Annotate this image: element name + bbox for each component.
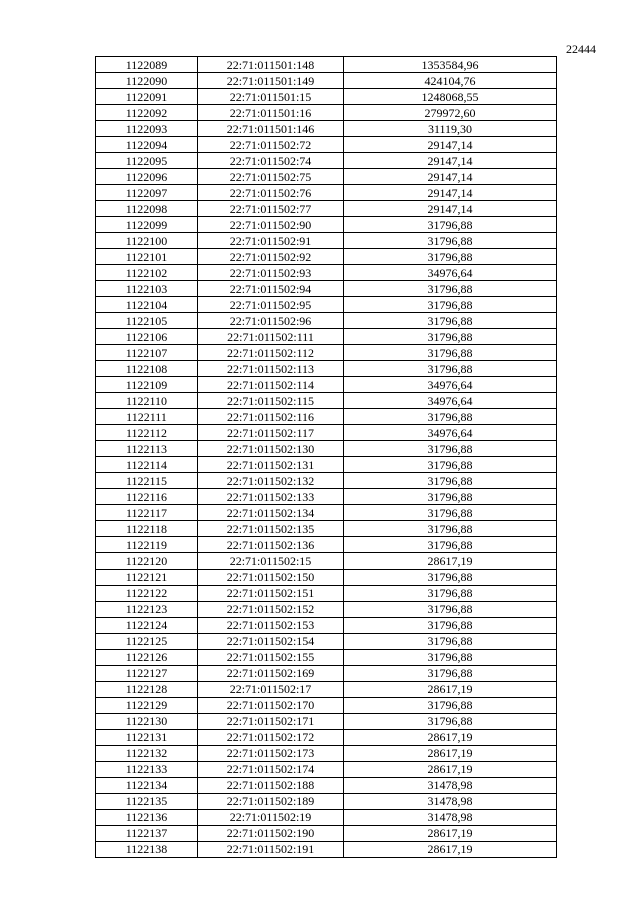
table-row bbox=[96, 89, 557, 105]
cadastral-number-cell: 22:71:011502:134 bbox=[198, 505, 344, 521]
table-row bbox=[96, 409, 557, 425]
record-number-cell: 1122130 bbox=[96, 713, 198, 729]
record-number-cell: 1122110 bbox=[96, 393, 198, 409]
table-row bbox=[96, 809, 557, 825]
cadastral-number-cell: 22:71:011502:77 bbox=[198, 201, 344, 217]
cadastral-number-cell: 22:71:011502:191 bbox=[198, 841, 344, 857]
value-cell: 1248068,55 bbox=[344, 89, 557, 105]
value-cell: 31796,88 bbox=[344, 649, 557, 665]
table-row bbox=[96, 425, 557, 441]
record-number-cell: 1122093 bbox=[96, 121, 198, 137]
table-row bbox=[96, 57, 557, 73]
cadastral-number-cell: 22:71:011502:114 bbox=[198, 377, 344, 393]
table-row bbox=[96, 281, 557, 297]
value-cell: 31796,88 bbox=[344, 617, 557, 633]
table-row bbox=[96, 633, 557, 649]
record-number-cell: 1122095 bbox=[96, 153, 198, 169]
table-row bbox=[96, 361, 557, 377]
page-number: 22444 bbox=[566, 42, 596, 56]
table-row bbox=[96, 105, 557, 121]
record-number-cell: 1122091 bbox=[96, 89, 198, 105]
table-row bbox=[96, 569, 557, 585]
table-row bbox=[96, 153, 557, 169]
record-number-cell: 1122111 bbox=[96, 409, 198, 425]
table-row bbox=[96, 793, 557, 809]
table-row bbox=[96, 505, 557, 521]
record-number-cell: 1122131 bbox=[96, 729, 198, 745]
value-cell: 31796,88 bbox=[344, 633, 557, 649]
table-row bbox=[96, 841, 557, 857]
value-cell: 31796,88 bbox=[344, 217, 557, 233]
table-row bbox=[96, 585, 557, 601]
record-number-cell: 1122136 bbox=[96, 809, 198, 825]
record-number-cell: 1122100 bbox=[96, 233, 198, 249]
value-cell: 29147,14 bbox=[344, 153, 557, 169]
record-number-cell: 1122126 bbox=[96, 649, 198, 665]
cadastral-number-cell: 22:71:011502:188 bbox=[198, 777, 344, 793]
registry-table-body bbox=[96, 57, 557, 858]
record-number-cell: 1122092 bbox=[96, 105, 198, 121]
cadastral-number-cell: 22:71:011502:133 bbox=[198, 489, 344, 505]
table-row bbox=[96, 761, 557, 777]
table-row bbox=[96, 217, 557, 233]
table-row bbox=[96, 313, 557, 329]
value-cell: 31796,88 bbox=[344, 537, 557, 553]
value-cell: 31796,88 bbox=[344, 233, 557, 249]
record-number-cell: 1122109 bbox=[96, 377, 198, 393]
value-cell: 424104,76 bbox=[344, 73, 557, 89]
value-cell: 31796,88 bbox=[344, 585, 557, 601]
cadastral-number-cell: 22:71:011502:171 bbox=[198, 713, 344, 729]
table-row bbox=[96, 249, 557, 265]
table-row bbox=[96, 137, 557, 153]
value-cell: 31796,88 bbox=[344, 569, 557, 585]
record-number-cell: 1122116 bbox=[96, 489, 198, 505]
record-number-cell: 1122106 bbox=[96, 329, 198, 345]
record-number-cell: 1122089 bbox=[96, 57, 198, 73]
record-number-cell: 1122113 bbox=[96, 441, 198, 457]
table-row bbox=[96, 521, 557, 537]
cadastral-number-cell: 22:71:011502:91 bbox=[198, 233, 344, 249]
cadastral-number-cell: 22:71:011502:115 bbox=[198, 393, 344, 409]
value-cell: 31478,98 bbox=[344, 809, 557, 825]
cadastral-number-cell: 22:71:011502:135 bbox=[198, 521, 344, 537]
table-row bbox=[96, 713, 557, 729]
record-number-cell: 1122104 bbox=[96, 297, 198, 313]
table-row bbox=[96, 777, 557, 793]
cadastral-number-cell: 22:71:011502:116 bbox=[198, 409, 344, 425]
record-number-cell: 1122134 bbox=[96, 777, 198, 793]
record-number-cell: 1122128 bbox=[96, 681, 198, 697]
cadastral-number-cell: 22:71:011502:111 bbox=[198, 329, 344, 345]
record-number-cell: 1122117 bbox=[96, 505, 198, 521]
cadastral-number-cell: 22:71:011502:112 bbox=[198, 345, 344, 361]
record-number-cell: 1122137 bbox=[96, 825, 198, 841]
table-row bbox=[96, 473, 557, 489]
record-number-cell: 1122133 bbox=[96, 761, 198, 777]
cadastral-number-cell: 22:71:011501:15 bbox=[198, 89, 344, 105]
cadastral-number-cell: 22:71:011502:154 bbox=[198, 633, 344, 649]
value-cell: 1353584,96 bbox=[344, 57, 557, 73]
record-number-cell: 1122094 bbox=[96, 137, 198, 153]
value-cell: 31796,88 bbox=[344, 249, 557, 265]
table-row bbox=[96, 825, 557, 841]
cadastral-number-cell: 22:71:011501:146 bbox=[198, 121, 344, 137]
table-row bbox=[96, 377, 557, 393]
cadastral-number-cell: 22:71:011502:189 bbox=[198, 793, 344, 809]
value-cell: 34976,64 bbox=[344, 265, 557, 281]
value-cell: 28617,19 bbox=[344, 761, 557, 777]
table-row bbox=[96, 345, 557, 361]
value-cell: 34976,64 bbox=[344, 425, 557, 441]
cadastral-number-cell: 22:71:011502:130 bbox=[198, 441, 344, 457]
cadastral-number-cell: 22:71:011502:95 bbox=[198, 297, 344, 313]
value-cell: 31796,88 bbox=[344, 521, 557, 537]
value-cell: 31796,88 bbox=[344, 313, 557, 329]
record-number-cell: 1122099 bbox=[96, 217, 198, 233]
table-row bbox=[96, 745, 557, 761]
value-cell: 31796,88 bbox=[344, 345, 557, 361]
table-row bbox=[96, 169, 557, 185]
record-number-cell: 1122102 bbox=[96, 265, 198, 281]
cadastral-number-cell: 22:71:011502:75 bbox=[198, 169, 344, 185]
table-row bbox=[96, 297, 557, 313]
table-row bbox=[96, 457, 557, 473]
record-number-cell: 1122107 bbox=[96, 345, 198, 361]
record-number-cell: 1122119 bbox=[96, 537, 198, 553]
record-number-cell: 1122103 bbox=[96, 281, 198, 297]
cadastral-number-cell: 22:71:011501:149 bbox=[198, 73, 344, 89]
cadastral-number-cell: 22:71:011502:19 bbox=[198, 809, 344, 825]
value-cell: 34976,64 bbox=[344, 377, 557, 393]
cadastral-number-cell: 22:71:011502:152 bbox=[198, 601, 344, 617]
cadastral-number-cell: 22:71:011502:92 bbox=[198, 249, 344, 265]
value-cell: 31796,88 bbox=[344, 409, 557, 425]
cadastral-number-cell: 22:71:011502:132 bbox=[198, 473, 344, 489]
record-number-cell: 1122096 bbox=[96, 169, 198, 185]
cadastral-number-cell: 22:71:011502:94 bbox=[198, 281, 344, 297]
record-number-cell: 1122138 bbox=[96, 841, 198, 857]
table-row bbox=[96, 649, 557, 665]
table-row bbox=[96, 201, 557, 217]
value-cell: 28617,19 bbox=[344, 681, 557, 697]
value-cell: 31796,88 bbox=[344, 361, 557, 377]
registry-table bbox=[95, 56, 557, 858]
table-row bbox=[96, 537, 557, 553]
cadastral-number-cell: 22:71:011502:76 bbox=[198, 185, 344, 201]
record-number-cell: 1122118 bbox=[96, 521, 198, 537]
value-cell: 31796,88 bbox=[344, 297, 557, 313]
value-cell: 31119,30 bbox=[344, 121, 557, 137]
value-cell: 29147,14 bbox=[344, 185, 557, 201]
cadastral-number-cell: 22:71:011502:170 bbox=[198, 697, 344, 713]
value-cell: 31796,88 bbox=[344, 473, 557, 489]
value-cell: 28617,19 bbox=[344, 841, 557, 857]
record-number-cell: 1122129 bbox=[96, 697, 198, 713]
cadastral-number-cell: 22:71:011502:174 bbox=[198, 761, 344, 777]
record-number-cell: 1122105 bbox=[96, 313, 198, 329]
cadastral-number-cell: 22:71:011501:148 bbox=[198, 57, 344, 73]
value-cell: 29147,14 bbox=[344, 169, 557, 185]
cadastral-number-cell: 22:71:011502:117 bbox=[198, 425, 344, 441]
cadastral-number-cell: 22:71:011502:173 bbox=[198, 745, 344, 761]
value-cell: 31796,88 bbox=[344, 281, 557, 297]
record-number-cell: 1122123 bbox=[96, 601, 198, 617]
value-cell: 31478,98 bbox=[344, 793, 557, 809]
cadastral-number-cell: 22:71:011502:169 bbox=[198, 665, 344, 681]
cadastral-number-cell: 22:71:011502:153 bbox=[198, 617, 344, 633]
cadastral-number-cell: 22:71:011502:72 bbox=[198, 137, 344, 153]
table-row bbox=[96, 729, 557, 745]
cadastral-number-cell: 22:71:011502:74 bbox=[198, 153, 344, 169]
table-row bbox=[96, 553, 557, 569]
cadastral-number-cell: 22:71:011502:190 bbox=[198, 825, 344, 841]
value-cell: 28617,19 bbox=[344, 729, 557, 745]
value-cell: 28617,19 bbox=[344, 745, 557, 761]
table-row bbox=[96, 185, 557, 201]
cadastral-number-cell: 22:71:011502:150 bbox=[198, 569, 344, 585]
value-cell: 31796,88 bbox=[344, 329, 557, 345]
table-row bbox=[96, 489, 557, 505]
cadastral-number-cell: 22:71:011502:113 bbox=[198, 361, 344, 377]
table-row bbox=[96, 329, 557, 345]
value-cell: 31796,88 bbox=[344, 697, 557, 713]
cadastral-number-cell: 22:71:011502:96 bbox=[198, 313, 344, 329]
cadastral-number-cell: 22:71:011502:93 bbox=[198, 265, 344, 281]
record-number-cell: 1122114 bbox=[96, 457, 198, 473]
value-cell: 31796,88 bbox=[344, 457, 557, 473]
record-number-cell: 1122127 bbox=[96, 665, 198, 681]
cadastral-number-cell: 22:71:011502:172 bbox=[198, 729, 344, 745]
value-cell: 31796,88 bbox=[344, 489, 557, 505]
cadastral-number-cell: 22:71:011502:15 bbox=[198, 553, 344, 569]
record-number-cell: 1122090 bbox=[96, 73, 198, 89]
value-cell: 31796,88 bbox=[344, 665, 557, 681]
value-cell: 29147,14 bbox=[344, 137, 557, 153]
record-number-cell: 1122135 bbox=[96, 793, 198, 809]
table-row bbox=[96, 617, 557, 633]
value-cell: 31796,88 bbox=[344, 601, 557, 617]
table-row bbox=[96, 233, 557, 249]
cadastral-number-cell: 22:71:011502:155 bbox=[198, 649, 344, 665]
value-cell: 31796,88 bbox=[344, 505, 557, 521]
cadastral-number-cell: 22:71:011502:151 bbox=[198, 585, 344, 601]
cadastral-number-cell: 22:71:011502:90 bbox=[198, 217, 344, 233]
record-number-cell: 1122097 bbox=[96, 185, 198, 201]
table-row bbox=[96, 121, 557, 137]
record-number-cell: 1122101 bbox=[96, 249, 198, 265]
cadastral-number-cell: 22:71:011502:17 bbox=[198, 681, 344, 697]
record-number-cell: 1122120 bbox=[96, 553, 198, 569]
record-number-cell: 1122121 bbox=[96, 569, 198, 585]
value-cell: 31796,88 bbox=[344, 713, 557, 729]
record-number-cell: 1122098 bbox=[96, 201, 198, 217]
cadastral-number-cell: 22:71:011502:136 bbox=[198, 537, 344, 553]
cadastral-number-cell: 22:71:011501:16 bbox=[198, 105, 344, 121]
value-cell: 31478,98 bbox=[344, 777, 557, 793]
value-cell: 34976,64 bbox=[344, 393, 557, 409]
table-row bbox=[96, 681, 557, 697]
value-cell: 279972,60 bbox=[344, 105, 557, 121]
record-number-cell: 1122108 bbox=[96, 361, 198, 377]
value-cell: 28617,19 bbox=[344, 553, 557, 569]
value-cell: 31796,88 bbox=[344, 441, 557, 457]
table-row bbox=[96, 441, 557, 457]
value-cell: 28617,19 bbox=[344, 825, 557, 841]
record-number-cell: 1122132 bbox=[96, 745, 198, 761]
table-row bbox=[96, 697, 557, 713]
table-row bbox=[96, 393, 557, 409]
cadastral-number-cell: 22:71:011502:131 bbox=[198, 457, 344, 473]
table-row bbox=[96, 265, 557, 281]
record-number-cell: 1122115 bbox=[96, 473, 198, 489]
record-number-cell: 1122112 bbox=[96, 425, 198, 441]
table-row bbox=[96, 601, 557, 617]
record-number-cell: 1122122 bbox=[96, 585, 198, 601]
table-row bbox=[96, 665, 557, 681]
record-number-cell: 1122125 bbox=[96, 633, 198, 649]
record-number-cell: 1122124 bbox=[96, 617, 198, 633]
table-row bbox=[96, 73, 557, 89]
value-cell: 29147,14 bbox=[344, 201, 557, 217]
